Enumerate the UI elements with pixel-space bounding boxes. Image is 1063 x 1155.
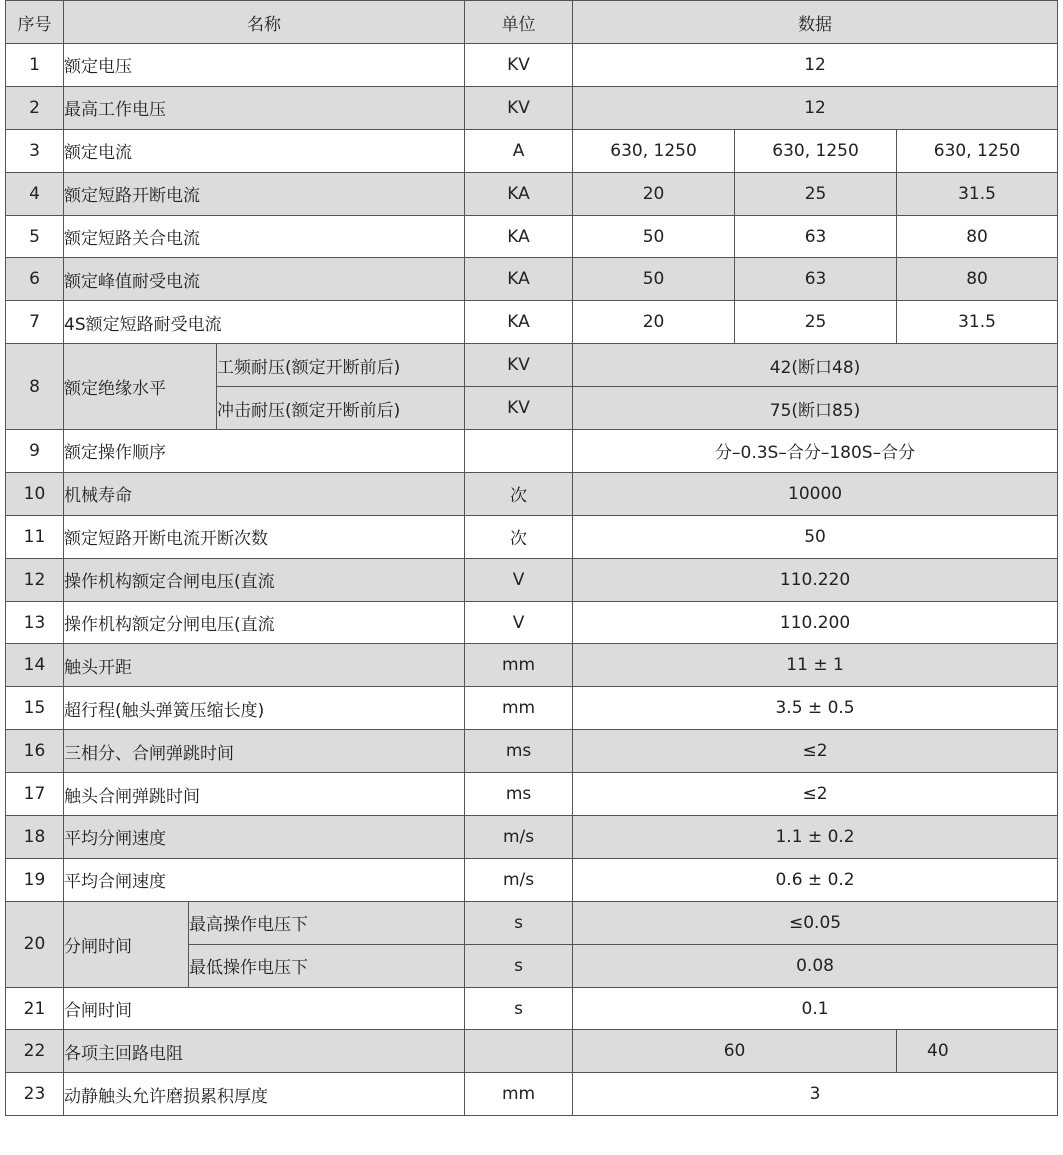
- row-value-1: 20: [573, 172, 735, 215]
- row-value: ≤0.05: [573, 901, 1058, 944]
- row-value-1: 20: [573, 301, 735, 344]
- row-unit: ms: [465, 730, 573, 773]
- table-row: [6, 558, 1058, 601]
- row-unit: [465, 1030, 573, 1073]
- row-value-3: 80: [897, 258, 1058, 301]
- row-value-1: 50: [573, 215, 735, 258]
- row-name: 额定峰值耐受电流: [64, 258, 465, 301]
- row-name: 操作机构额定分闸电压(直流: [64, 601, 465, 644]
- row-value: ≤2: [573, 730, 1058, 773]
- row-name: 额定绝缘水平: [64, 344, 217, 430]
- row-value-1: 50: [573, 258, 735, 301]
- row-unit: 次: [465, 472, 573, 515]
- row-unit: mm: [465, 644, 573, 687]
- row-value-1: 630, 1250: [573, 129, 735, 172]
- row-value-2: 630, 1250: [735, 129, 897, 172]
- row-name: 触头开距: [64, 644, 465, 687]
- row-no: 19: [6, 858, 64, 901]
- row-name: 额定短路开断电流: [64, 172, 465, 215]
- row-no: 6: [6, 258, 64, 301]
- table-row: [6, 301, 1058, 344]
- header-no: 序号: [6, 1, 64, 44]
- row-no: 13: [6, 601, 64, 644]
- row-no: 23: [6, 1073, 64, 1116]
- table-row: [6, 86, 1058, 129]
- row-no: 15: [6, 687, 64, 730]
- table-row: [6, 901, 1058, 944]
- row-name: 平均合闸速度: [64, 858, 465, 901]
- table-row: [6, 344, 1058, 387]
- table-row: [6, 773, 1058, 816]
- row-value-3: 31.5: [897, 301, 1058, 344]
- row-unit: V: [465, 601, 573, 644]
- table-row: [6, 1030, 1058, 1073]
- row-name: 额定短路开断电流开断次数: [64, 515, 465, 558]
- row-value: 12: [573, 86, 1058, 129]
- table-row: [6, 430, 1058, 473]
- row-value-3: 31.5: [897, 172, 1058, 215]
- row-no: 17: [6, 773, 64, 816]
- row-unit: m/s: [465, 816, 573, 859]
- row-name: 额定操作顺序: [64, 430, 465, 473]
- header-unit: 单位: [465, 1, 573, 44]
- row-unit: KV: [465, 387, 573, 430]
- header-name: 名称: [64, 1, 465, 44]
- row-subname: 最高操作电压下: [189, 901, 465, 944]
- row-no: 22: [6, 1030, 64, 1073]
- table-row: [6, 1073, 1058, 1116]
- row-unit: s: [465, 987, 573, 1030]
- row-name: 4S额定短路耐受电流: [64, 301, 465, 344]
- row-no: 3: [6, 129, 64, 172]
- row-name: 操作机构额定合闸电压(直流: [64, 558, 465, 601]
- spec-table: [5, 0, 1058, 1116]
- table-row: [6, 816, 1058, 859]
- row-unit: KV: [465, 344, 573, 387]
- row-unit: A: [465, 129, 573, 172]
- row-unit: V: [465, 558, 573, 601]
- row-name: 额定电压: [64, 44, 465, 87]
- row-subname: 工频耐压(额定开断前后): [217, 344, 465, 387]
- row-unit: mm: [465, 1073, 573, 1116]
- row-no: 18: [6, 816, 64, 859]
- row-value: 10000: [573, 472, 1058, 515]
- table-row: [6, 730, 1058, 773]
- row-unit: [465, 430, 573, 473]
- row-value-1: 60: [573, 1030, 897, 1073]
- row-value: 42(断口48): [573, 344, 1058, 387]
- row-value: 11 ± 1: [573, 644, 1058, 687]
- row-value-3: 80: [897, 215, 1058, 258]
- row-value: 分–0.3S–合分–180S–合分: [573, 430, 1058, 473]
- row-value: ≤2: [573, 773, 1058, 816]
- table-header-row: [6, 1, 1058, 44]
- row-no: 9: [6, 430, 64, 473]
- row-name: 超行程(触头弹簧压缩长度): [64, 687, 465, 730]
- row-unit: s: [465, 944, 573, 987]
- row-name: 各项主回路电阻: [64, 1030, 465, 1073]
- row-unit: KA: [465, 258, 573, 301]
- row-no: 5: [6, 215, 64, 258]
- row-no: 4: [6, 172, 64, 215]
- row-name: 触头合闸弹跳时间: [64, 773, 465, 816]
- row-value-3: 630, 1250: [897, 129, 1058, 172]
- row-unit: s: [465, 901, 573, 944]
- row-value-2: 63: [735, 258, 897, 301]
- row-name: 三相分、合闸弹跳时间: [64, 730, 465, 773]
- row-no: 10: [6, 472, 64, 515]
- row-value: 3: [573, 1073, 1058, 1116]
- row-no: 11: [6, 515, 64, 558]
- header-data: 数据: [573, 1, 1058, 44]
- row-name: 最高工作电压: [64, 86, 465, 129]
- row-name: 合闸时间: [64, 987, 465, 1030]
- table-row: [6, 44, 1058, 87]
- row-unit: 次: [465, 515, 573, 558]
- table-row: [6, 987, 1058, 1030]
- row-unit: KA: [465, 172, 573, 215]
- table-row: [6, 472, 1058, 515]
- row-value: 50: [573, 515, 1058, 558]
- row-name: 额定短路关合电流: [64, 215, 465, 258]
- row-value: 110.200: [573, 601, 1058, 644]
- row-value: 0.6 ± 0.2: [573, 858, 1058, 901]
- row-value-2: 25: [735, 301, 897, 344]
- row-no: 2: [6, 86, 64, 129]
- row-value: 12: [573, 44, 1058, 87]
- row-unit: KA: [465, 215, 573, 258]
- row-unit: ms: [465, 773, 573, 816]
- row-name: 机械寿命: [64, 472, 465, 515]
- row-unit: KV: [465, 44, 573, 87]
- table-row: [6, 858, 1058, 901]
- row-unit: mm: [465, 687, 573, 730]
- table-row: [6, 172, 1058, 215]
- row-no: 7: [6, 301, 64, 344]
- row-unit: KV: [465, 86, 573, 129]
- row-unit: m/s: [465, 858, 573, 901]
- row-no: 1: [6, 44, 64, 87]
- table-row: [6, 644, 1058, 687]
- table-row: [6, 258, 1058, 301]
- table-row: [6, 129, 1058, 172]
- row-unit: KA: [465, 301, 573, 344]
- row-no: 21: [6, 987, 64, 1030]
- table-row: [6, 601, 1058, 644]
- row-no: 8: [6, 344, 64, 430]
- row-value: 1.1 ± 0.2: [573, 816, 1058, 859]
- row-no: 12: [6, 558, 64, 601]
- table-row: [6, 515, 1058, 558]
- table-row: [6, 687, 1058, 730]
- row-no: 20: [6, 901, 64, 987]
- row-value-2: 63: [735, 215, 897, 258]
- row-value-2: 25: [735, 172, 897, 215]
- row-value: 3.5 ± 0.5: [573, 687, 1058, 730]
- row-value: 110.220: [573, 558, 1058, 601]
- row-no: 14: [6, 644, 64, 687]
- row-name: 平均分闸速度: [64, 816, 465, 859]
- row-name: 额定电流: [64, 129, 465, 172]
- row-subname: 最低操作电压下: [189, 944, 465, 987]
- row-subname: 冲击耐压(额定开断前后): [217, 387, 465, 430]
- row-name: 分闸时间: [64, 901, 189, 987]
- row-value: 0.08: [573, 944, 1058, 987]
- table-row: [6, 215, 1058, 258]
- row-value-2: 40: [897, 1030, 1058, 1073]
- row-value: 75(断口85): [573, 387, 1058, 430]
- row-name: 动静触头允许磨损累积厚度: [64, 1073, 465, 1116]
- row-value: 0.1: [573, 987, 1058, 1030]
- row-no: 16: [6, 730, 64, 773]
